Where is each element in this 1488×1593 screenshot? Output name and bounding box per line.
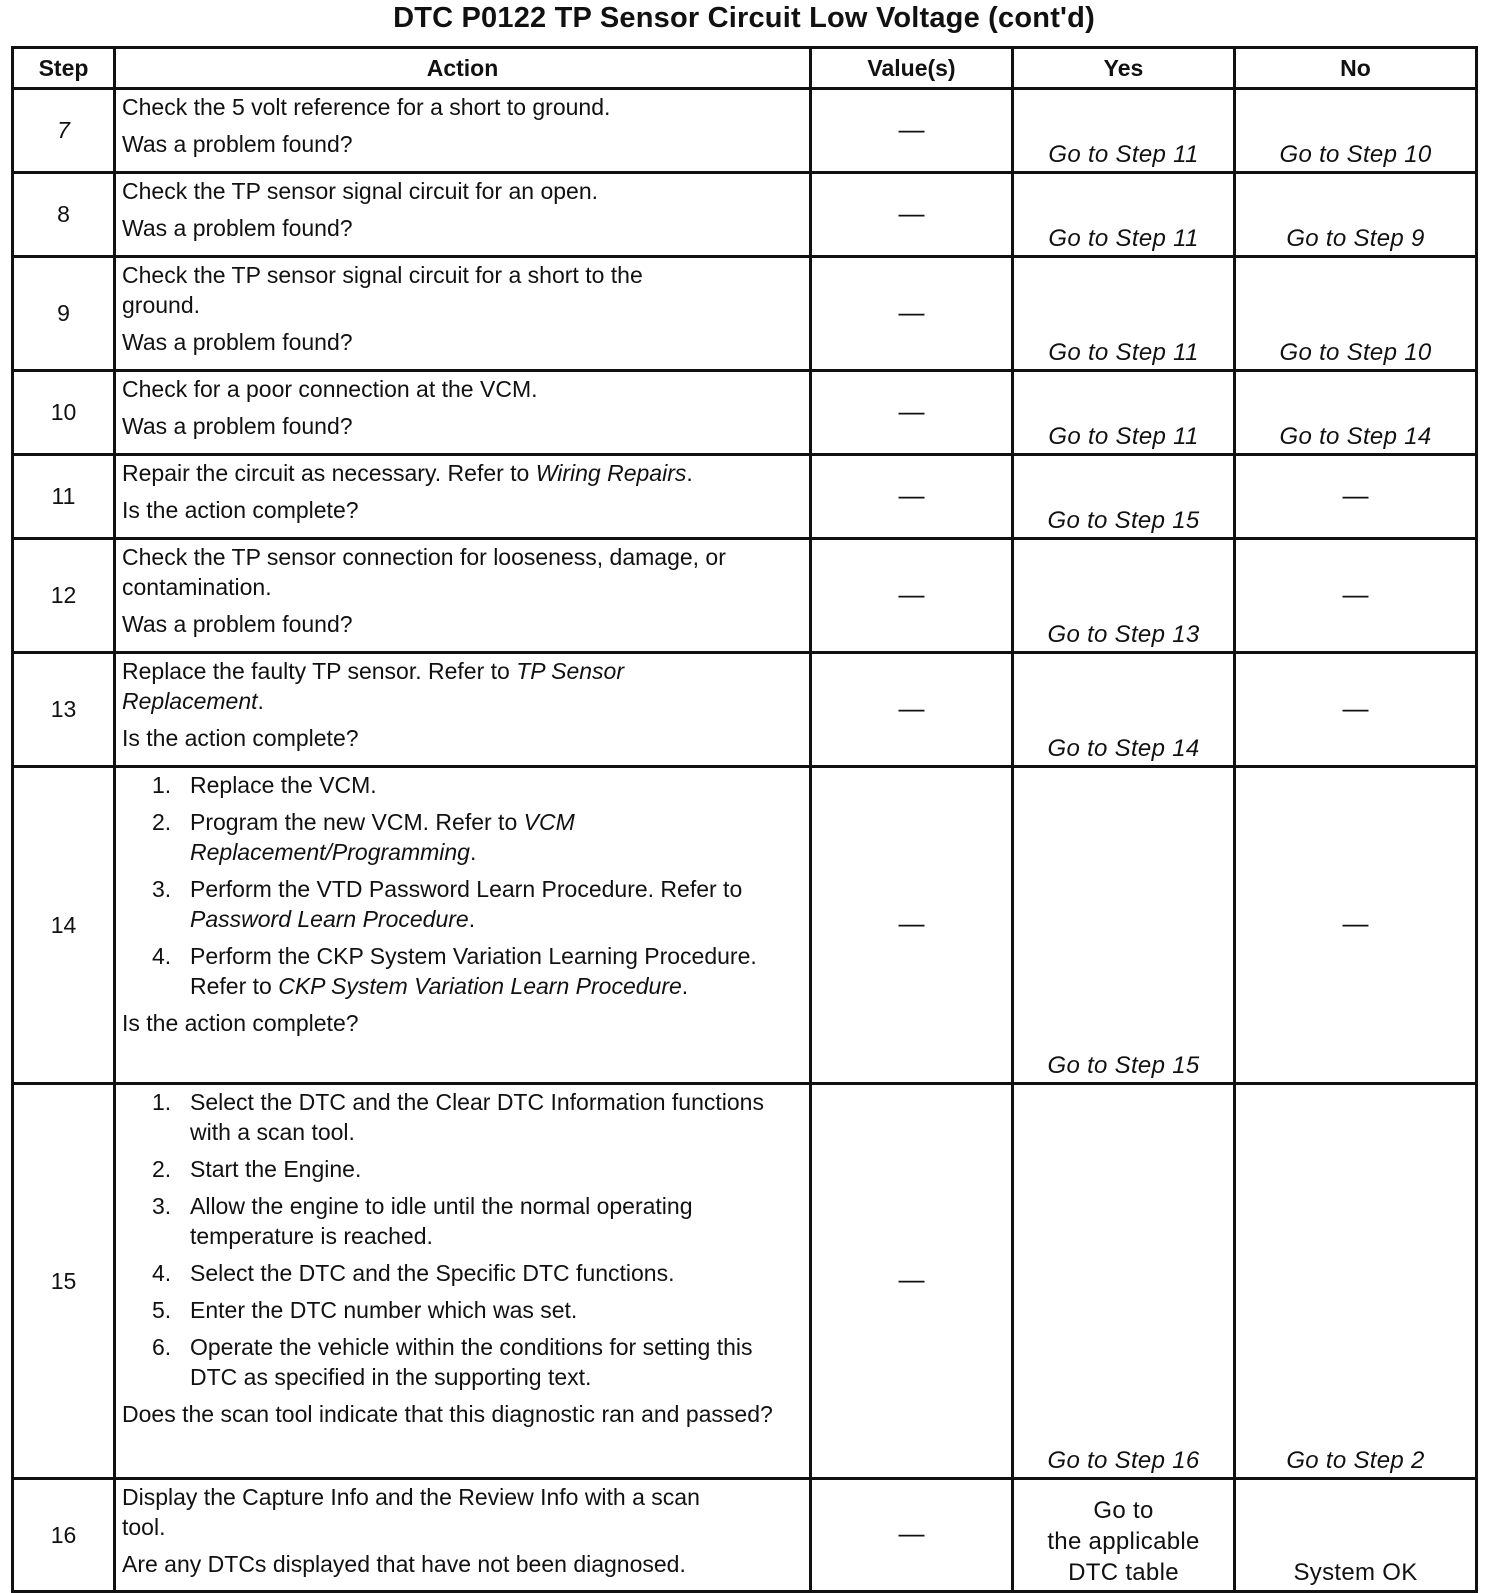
action-cell bbox=[115, 455, 811, 539]
action-question: Is the action complete? bbox=[122, 497, 359, 523]
action-cell bbox=[115, 89, 811, 173]
action-question: Is the action complete? bbox=[122, 725, 359, 751]
reference-link: Wiring Repairs bbox=[535, 460, 687, 486]
yes-outcome: Go to Step 16 bbox=[1047, 1447, 1200, 1474]
yes-outcome: Go to Step 15 bbox=[1047, 507, 1200, 534]
action-text: Check the TP sensor connection for looseness, damage, or contamination. bbox=[122, 544, 726, 600]
value-cell: — bbox=[898, 296, 925, 327]
list-item: 4. Perform the CKP System Variation Learning Procedure. Refer to CKP System Variation Learn Procedure. bbox=[152, 943, 757, 999]
list-item: 3. Allow the engine to idle until the normal operating temperature is reached. bbox=[152, 1193, 693, 1249]
value-cell: — bbox=[898, 395, 925, 426]
list-item: 5. Enter the DTC number which was set. bbox=[152, 1297, 578, 1323]
action-question: Was a problem found? bbox=[122, 413, 353, 439]
table-row bbox=[13, 173, 1477, 257]
header-step: Step bbox=[13, 48, 115, 89]
table-row bbox=[13, 455, 1477, 539]
header-no: No bbox=[1235, 48, 1477, 89]
table-row bbox=[13, 257, 1477, 371]
page-title: DTC P0122 TP Sensor Circuit Low Voltage (cont'd) bbox=[393, 2, 1095, 34]
reference-link: VCM Replacement/Programming bbox=[190, 809, 575, 865]
table-row bbox=[13, 653, 1477, 767]
action-text: Check the TP sensor signal circuit for a short to the ground. bbox=[122, 262, 643, 318]
value-cell: — bbox=[898, 113, 925, 144]
action-cell bbox=[115, 653, 811, 767]
procedure-list bbox=[122, 770, 801, 1001]
table-row bbox=[13, 1479, 1477, 1592]
table-row bbox=[13, 1084, 1477, 1479]
value-cell: — bbox=[898, 692, 925, 723]
no-outcome: — bbox=[1342, 692, 1369, 723]
action-question: Is the action complete? bbox=[122, 1010, 359, 1036]
step-number: 12 bbox=[13, 539, 115, 653]
action-question: Does the scan tool indicate that this diagnostic ran and passed? bbox=[122, 1401, 773, 1427]
yes-outcome: Go to Step 13 bbox=[1047, 621, 1200, 648]
header-row bbox=[13, 48, 1477, 89]
procedure-list bbox=[122, 1087, 801, 1392]
yes-outcome: Go to Step 11 bbox=[1048, 423, 1199, 450]
action-question: Was a problem found? bbox=[122, 611, 353, 637]
no-outcome: System OK bbox=[1293, 1559, 1418, 1586]
step-number: 8 bbox=[13, 173, 115, 257]
step-number: 9 bbox=[13, 257, 115, 371]
diagnostic-table bbox=[11, 46, 1478, 1593]
table-row bbox=[13, 539, 1477, 653]
action-cell bbox=[115, 1479, 811, 1592]
yes-outcome: Go to Step 11 bbox=[1048, 339, 1199, 366]
no-outcome: Go to Step 10 bbox=[1279, 141, 1432, 168]
action-text: Replace the faulty TP sensor. Refer to TP Sensor Replacement. bbox=[122, 658, 625, 714]
yes-outcome: Go to Step 14 bbox=[1047, 735, 1200, 762]
yes-outcome: Go to Step 11 bbox=[1048, 141, 1199, 168]
step-number: 15 bbox=[13, 1084, 115, 1479]
value-cell: — bbox=[898, 479, 925, 510]
table-row bbox=[13, 767, 1477, 1084]
reference-link: Password Learn Procedure bbox=[190, 906, 469, 932]
yes-outcome: Go to Step 15 bbox=[1047, 1052, 1200, 1079]
header-action: Action bbox=[115, 48, 811, 89]
table-row bbox=[13, 89, 1477, 173]
action-cell bbox=[115, 767, 811, 1084]
action-text: Check the TP sensor signal circuit for an open. bbox=[122, 178, 599, 204]
list-item: 1. Select the DTC and the Clear DTC Information functions with a scan tool. bbox=[152, 1089, 764, 1145]
action-cell bbox=[115, 539, 811, 653]
yes-outcome: Go to Step 11 bbox=[1048, 225, 1199, 252]
value-cell: — bbox=[898, 197, 925, 228]
no-outcome: Go to Step 10 bbox=[1279, 339, 1432, 366]
table-row bbox=[13, 371, 1477, 455]
no-outcome: Go to Step 9 bbox=[1286, 225, 1425, 252]
value-cell: — bbox=[898, 907, 925, 938]
action-question: Was a problem found? bbox=[122, 131, 353, 157]
action-question: Was a problem found? bbox=[122, 329, 353, 355]
step-number: 10 bbox=[13, 371, 115, 455]
no-outcome: — bbox=[1342, 578, 1369, 609]
list-item: 4. Select the DTC and the Specific DTC functions. bbox=[152, 1260, 675, 1286]
step-number: 13 bbox=[13, 653, 115, 767]
action-cell bbox=[115, 371, 811, 455]
value-cell: — bbox=[898, 578, 925, 609]
action-cell bbox=[115, 173, 811, 257]
header-yes: Yes bbox=[1013, 48, 1235, 89]
list-item: 2. Program the new VCM. Refer to VCM Replacement/Programming. bbox=[152, 809, 575, 865]
action-question: Was a problem found? bbox=[122, 215, 353, 241]
action-text: Display the Capture Info and the Review Info with a scan tool. bbox=[122, 1484, 700, 1540]
no-outcome: — bbox=[1342, 907, 1369, 938]
no-outcome: — bbox=[1342, 479, 1369, 510]
yes-outcome: Go to the applicable DTC table bbox=[1047, 1497, 1200, 1586]
no-outcome: Go to Step 2 bbox=[1286, 1447, 1425, 1474]
action-cell bbox=[115, 1084, 811, 1479]
action-text: Repair the circuit as necessary. Refer to Wiring Repairs. bbox=[122, 460, 693, 486]
action-text: Check for a poor connection at the VCM. bbox=[122, 376, 538, 402]
value-cell: — bbox=[898, 1517, 925, 1548]
list-item: 2. Start the Engine. bbox=[152, 1156, 362, 1182]
action-cell bbox=[115, 257, 811, 371]
no-outcome: Go to Step 14 bbox=[1279, 423, 1432, 450]
list-item: 1. Replace the VCM. bbox=[152, 772, 377, 798]
value-cell: — bbox=[898, 1263, 925, 1294]
step-number: 11 bbox=[13, 455, 115, 539]
step-number: 14 bbox=[13, 767, 115, 1084]
action-question: Are any DTCs displayed that have not been diagnosed. bbox=[122, 1551, 686, 1577]
action-text: Check the 5 volt reference for a short to ground. bbox=[122, 94, 611, 120]
step-number: 7 bbox=[13, 89, 115, 173]
header-values: Value(s) bbox=[811, 48, 1013, 89]
list-item: 3. Perform the VTD Password Learn Procedure. Refer to Password Learn Procedure. bbox=[152, 876, 743, 932]
reference-link: CKP System Variation Learn Procedure bbox=[278, 973, 682, 999]
step-number: 16 bbox=[13, 1479, 115, 1592]
reference-link: TP Sensor Replacement bbox=[122, 658, 625, 714]
list-item: 6. Operate the vehicle within the conditions for setting this DTC as specified in the supporting text. bbox=[152, 1334, 753, 1390]
